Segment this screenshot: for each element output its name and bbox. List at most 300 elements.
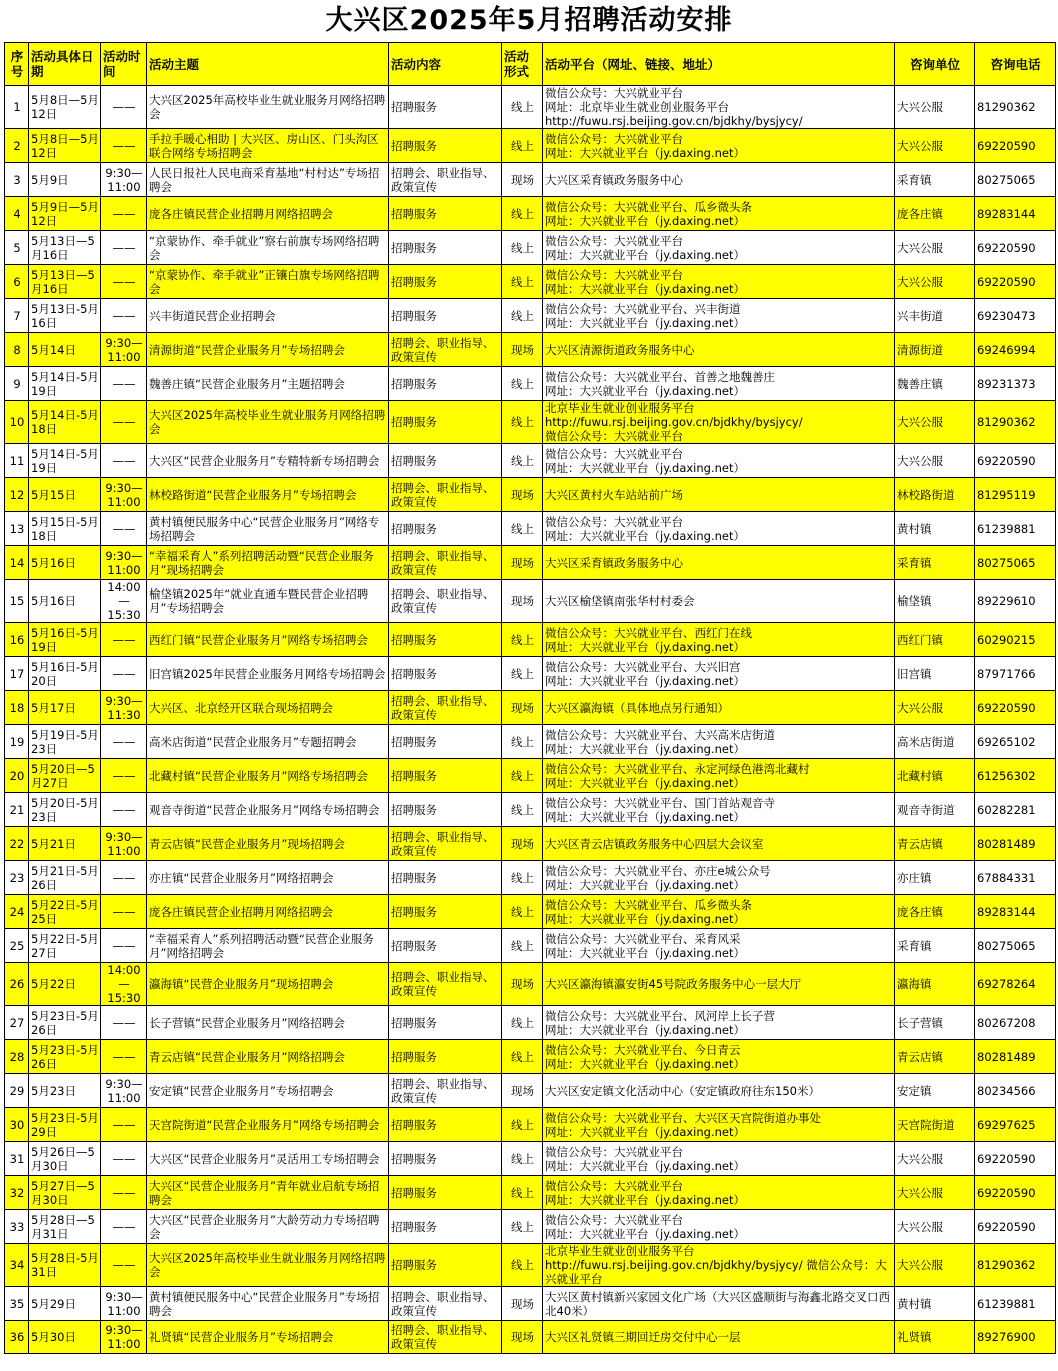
- cell-theme: 大兴区“民营企业服务月”青年就业启航专场招聘会: [147, 1176, 389, 1210]
- page-title: 大兴区2025年5月招聘活动安排: [325, 5, 733, 36]
- cell-theme: “京蒙协作、牵手就业”察右前旗专场网络招聘会: [147, 231, 389, 265]
- table-row: [5, 623, 1056, 657]
- cell-platform: 大兴区清源街道政务服务中心: [543, 333, 895, 367]
- cell-platform: 微信公众号：大兴就业平台 网址：大兴就业平台（jy.daxing.net）: [543, 265, 895, 299]
- cell-theme: “京蒙协作、牵手就业”正镶白旗专场网络招聘会: [147, 265, 389, 299]
- cell-unit: 大兴公服: [895, 401, 975, 444]
- cell-date: 5月30日: [29, 1321, 101, 1354]
- cell-unit: 采育镇: [895, 163, 975, 197]
- cell-date: 5月13日-5月16日: [29, 299, 101, 333]
- cell-date: 5月23日-5月26日: [29, 1040, 101, 1074]
- cell-content: 招聘服务: [389, 793, 502, 827]
- cell-no: 7: [5, 299, 29, 333]
- cell-phone: 89229610: [975, 580, 1056, 623]
- cell-time: ——: [101, 299, 147, 333]
- header-theme: 活动主题: [147, 43, 389, 86]
- cell-phone: 69220590: [975, 129, 1056, 163]
- table-row: [5, 197, 1056, 231]
- cell-time: ——: [101, 265, 147, 299]
- cell-date: 5月23日-5月29日: [29, 1108, 101, 1142]
- cell-unit: 青云店镇: [895, 1040, 975, 1074]
- cell-date: 5月20日-5月23日: [29, 793, 101, 827]
- cell-no: 8: [5, 333, 29, 367]
- cell-platform: 大兴区采育镇政务服务中心: [543, 163, 895, 197]
- cell-date: 5月21日-5月26日: [29, 861, 101, 895]
- cell-time: 9:30—11:00: [101, 546, 147, 580]
- cell-platform: 微信公众号：大兴就业平台、国门首站观音寺 网址：大兴就业平台（jy.daxing.net）: [543, 793, 895, 827]
- table-row: [5, 129, 1056, 163]
- cell-platform: 微信公众号：大兴就业平台、采育风采 网址：大兴就业平台（jy.daxing.net）: [543, 929, 895, 963]
- cell-theme: 黄村镇便民服务中心“民营企业服务月”网络专场招聘会: [147, 512, 389, 546]
- cell-unit: 大兴公服: [895, 444, 975, 478]
- cell-unit: 魏善庄镇: [895, 367, 975, 401]
- cell-content: 招聘服务: [389, 265, 502, 299]
- cell-theme: 手拉手暖心相助 | 大兴区、房山区、门头沟区联合网络专场招聘会: [147, 129, 389, 163]
- cell-no: 18: [5, 691, 29, 725]
- cell-phone: 89231373: [975, 367, 1056, 401]
- cell-content: 招聘会、职业指导、政策宣传: [389, 1321, 502, 1354]
- cell-content: 招聘服务: [389, 231, 502, 265]
- cell-form: 线上: [502, 895, 543, 929]
- cell-form: 现场: [502, 827, 543, 861]
- header-date: 活动具体日期: [29, 43, 101, 86]
- cell-theme: 大兴区“民营企业服务月”大龄劳动力专场招聘会: [147, 1210, 389, 1244]
- cell-date: 5月14日-5月18日: [29, 401, 101, 444]
- cell-form: 现场: [502, 163, 543, 197]
- header-platform: 活动平台（网址、链接、地址）: [543, 43, 895, 86]
- cell-theme: 亦庄镇“民营企业服务月”网络招聘会: [147, 861, 389, 895]
- cell-content: 招聘服务: [389, 299, 502, 333]
- cell-form: 线上: [502, 444, 543, 478]
- cell-content: 招聘服务: [389, 929, 502, 963]
- cell-time: ——: [101, 1176, 147, 1210]
- cell-unit: 西红门镇: [895, 623, 975, 657]
- cell-date: 5月23日: [29, 1074, 101, 1108]
- table-row: [5, 546, 1056, 580]
- cell-content: 招聘服务: [389, 197, 502, 231]
- cell-content: 招聘会、职业指导、政策宣传: [389, 691, 502, 725]
- cell-no: 6: [5, 265, 29, 299]
- cell-form: 线上: [502, 657, 543, 691]
- cell-date: 5月9日—5月12日: [29, 197, 101, 231]
- cell-platform: 大兴区礼贤镇三期回迁房交付中心一层: [543, 1321, 895, 1354]
- cell-time: 14:00—15:30: [101, 580, 147, 623]
- table-row: [5, 1210, 1056, 1244]
- cell-date: 5月16日-5月20日: [29, 657, 101, 691]
- cell-platform: 微信公众号：大兴就业平台、大兴区天宫院街道办事处 网址：大兴就业平台（jy.daxing.net）: [543, 1108, 895, 1142]
- cell-time: ——: [101, 197, 147, 231]
- cell-no: 17: [5, 657, 29, 691]
- cell-platform: 大兴区青云店镇政务服务中心四层大会议室: [543, 827, 895, 861]
- cell-time: 9:30—11:30: [101, 691, 147, 725]
- cell-theme: 旧宫镇2025年民营企业服务月网络专场招聘会: [147, 657, 389, 691]
- cell-form: 现场: [502, 1321, 543, 1354]
- cell-no: 3: [5, 163, 29, 197]
- table-row: [5, 725, 1056, 759]
- cell-content: 招聘服务: [389, 444, 502, 478]
- cell-date: 5月13日—5月16日: [29, 231, 101, 265]
- cell-content: 招聘服务: [389, 86, 502, 129]
- cell-content: 招聘服务: [389, 401, 502, 444]
- cell-date: 5月22日-5月25日: [29, 895, 101, 929]
- cell-unit: 观音寺街道: [895, 793, 975, 827]
- cell-time: ——: [101, 367, 147, 401]
- cell-unit: 长子营镇: [895, 1006, 975, 1040]
- cell-content: 招聘服务: [389, 657, 502, 691]
- cell-unit: 青云店镇: [895, 827, 975, 861]
- cell-phone: 61256302: [975, 759, 1056, 793]
- cell-form: 线上: [502, 197, 543, 231]
- cell-form: 线上: [502, 367, 543, 401]
- cell-date: 5月14日: [29, 333, 101, 367]
- table-row: [5, 861, 1056, 895]
- cell-time: ——: [101, 1108, 147, 1142]
- cell-phone: 60290215: [975, 623, 1056, 657]
- table-row: [5, 367, 1056, 401]
- cell-form: 线上: [502, 299, 543, 333]
- cell-platform: 微信公众号：大兴就业平台 网址：大兴就业平台（jy.daxing.net）: [543, 1176, 895, 1210]
- cell-form: 线上: [502, 1142, 543, 1176]
- cell-time: ——: [101, 725, 147, 759]
- cell-platform: 微信公众号：大兴就业平台 网址：大兴就业平台（jy.daxing.net）: [543, 1142, 895, 1176]
- cell-no: 2: [5, 129, 29, 163]
- cell-time: ——: [101, 895, 147, 929]
- cell-phone: 69246994: [975, 333, 1056, 367]
- cell-form: 线上: [502, 231, 543, 265]
- cell-unit: 大兴公服: [895, 86, 975, 129]
- cell-form: 现场: [502, 333, 543, 367]
- cell-unit: 大兴公服: [895, 1210, 975, 1244]
- cell-content: 招聘会、职业指导、政策宣传: [389, 1074, 502, 1108]
- cell-theme: 礼贤镇“民营企业服务月”专场招聘会: [147, 1321, 389, 1354]
- cell-form: 现场: [502, 580, 543, 623]
- cell-no: 35: [5, 1287, 29, 1321]
- cell-time: ——: [101, 759, 147, 793]
- cell-phone: 69220590: [975, 265, 1056, 299]
- cell-no: 30: [5, 1108, 29, 1142]
- cell-content: 招聘服务: [389, 1006, 502, 1040]
- header-form: 活动形式: [502, 43, 543, 86]
- cell-theme: 庞各庄镇民营企业招聘月网络招聘会: [147, 197, 389, 231]
- cell-content: 招聘会、职业指导、政策宣传: [389, 333, 502, 367]
- cell-date: 5月9日: [29, 163, 101, 197]
- cell-platform: 微信公众号：大兴就业平台 网址：大兴就业平台（jy.daxing.net）: [543, 444, 895, 478]
- table-row: [5, 401, 1056, 444]
- cell-unit: 大兴公服: [895, 1244, 975, 1287]
- table-row: [5, 1287, 1056, 1321]
- cell-unit: 旧宫镇: [895, 657, 975, 691]
- cell-phone: 81290362: [975, 1244, 1056, 1287]
- cell-date: 5月15日: [29, 478, 101, 512]
- cell-theme: 兴丰街道民营企业招聘会: [147, 299, 389, 333]
- cell-time: ——: [101, 1142, 147, 1176]
- cell-theme: 北藏村镇“民营企业服务月”网络专场招聘会: [147, 759, 389, 793]
- cell-content: 招聘服务: [389, 1142, 502, 1176]
- cell-unit: 清源街道: [895, 333, 975, 367]
- table-row: [5, 1142, 1056, 1176]
- cell-unit: 安定镇: [895, 1074, 975, 1108]
- cell-form: 线上: [502, 401, 543, 444]
- cell-platform: 微信公众号：大兴就业平台、瓜乡微头条 网址：大兴就业平台（jy.daxing.net）: [543, 895, 895, 929]
- cell-phone: 89283144: [975, 895, 1056, 929]
- cell-phone: 60282281: [975, 793, 1056, 827]
- cell-unit: 林校路街道: [895, 478, 975, 512]
- cell-form: 现场: [502, 1074, 543, 1108]
- cell-unit: 大兴公服: [895, 265, 975, 299]
- cell-theme: 大兴区2025年高校毕业生就业服务月网络招聘会: [147, 1244, 389, 1287]
- cell-form: 现场: [502, 691, 543, 725]
- cell-content: 招聘服务: [389, 1108, 502, 1142]
- cell-date: 5月16日-5月19日: [29, 623, 101, 657]
- cell-platform: 微信公众号：大兴就业平台 网址：大兴就业平台（jy.daxing.net）: [543, 512, 895, 546]
- cell-phone: 81295119: [975, 478, 1056, 512]
- cell-date: 5月26日—5月30日: [29, 1142, 101, 1176]
- cell-content: 招聘服务: [389, 1176, 502, 1210]
- cell-time: ——: [101, 401, 147, 444]
- cell-unit: 北藏村镇: [895, 759, 975, 793]
- cell-form: 线上: [502, 1006, 543, 1040]
- cell-form: 线上: [502, 623, 543, 657]
- table-row: [5, 657, 1056, 691]
- cell-time: ——: [101, 623, 147, 657]
- cell-platform: 微信公众号：大兴就业平台、亦庄e城公众号 网址：大兴就业平台（jy.daxing.net）: [543, 861, 895, 895]
- table-row: [5, 929, 1056, 963]
- cell-content: 招聘服务: [389, 512, 502, 546]
- header-no: 序号: [5, 43, 29, 86]
- cell-platform: 大兴区采育镇政务服务中心: [543, 546, 895, 580]
- cell-theme: 长子营镇“民营企业服务月”网络招聘会: [147, 1006, 389, 1040]
- cell-phone: 69278264: [975, 963, 1056, 1006]
- cell-platform: 大兴区瀛海镇瀛安街45号院政务服务中心一层大厅: [543, 963, 895, 1006]
- table-row: [5, 895, 1056, 929]
- cell-no: 14: [5, 546, 29, 580]
- cell-theme: 青云店镇“民营企业服务月”现场招聘会: [147, 827, 389, 861]
- cell-content: 招聘服务: [389, 623, 502, 657]
- cell-no: 22: [5, 827, 29, 861]
- cell-theme: 清源街道“民营企业服务月”专场招聘会: [147, 333, 389, 367]
- cell-unit: 大兴公服: [895, 231, 975, 265]
- table-row: [5, 1321, 1056, 1354]
- cell-content: 招聘服务: [389, 367, 502, 401]
- cell-phone: 81290362: [975, 86, 1056, 129]
- cell-phone: 89283144: [975, 197, 1056, 231]
- cell-date: 5月16日: [29, 546, 101, 580]
- table-row: [5, 299, 1056, 333]
- cell-content: 招聘会、职业指导、政策宣传: [389, 1287, 502, 1321]
- cell-time: ——: [101, 1006, 147, 1040]
- cell-form: 现场: [502, 546, 543, 580]
- cell-no: 24: [5, 895, 29, 929]
- cell-theme: 大兴区2025年高校毕业生就业服务月网络招聘会: [147, 401, 389, 444]
- cell-theme: 天宫院街道“民营企业服务月”网络专场招聘会: [147, 1108, 389, 1142]
- cell-phone: 69297625: [975, 1108, 1056, 1142]
- table-row: [5, 1176, 1056, 1210]
- table-row: [5, 1244, 1056, 1287]
- cell-platform: 微信公众号：大兴就业平台 网址：大兴就业平台（jy.daxing.net）: [543, 1210, 895, 1244]
- cell-theme: 榆垡镇2025年“就业直通车暨民营企业招聘月”专场招聘会: [147, 580, 389, 623]
- cell-theme: 人民日报社人民电商采育基地“村村达”专场招聘会: [147, 163, 389, 197]
- table-row: [5, 231, 1056, 265]
- cell-content: 招聘服务: [389, 1210, 502, 1244]
- table-row: [5, 580, 1056, 623]
- cell-form: 线上: [502, 1176, 543, 1210]
- cell-platform: 微信公众号：大兴就业平台、大兴旧宫 网址：大兴就业平台（jy.daxing.net）: [543, 657, 895, 691]
- cell-theme: 观音寺街道“民营企业服务月”网络专场招聘会: [147, 793, 389, 827]
- cell-platform: 微信公众号：大兴就业平台 网址：大兴就业平台（jy.daxing.net）: [543, 231, 895, 265]
- cell-content: 招聘服务: [389, 1244, 502, 1287]
- cell-date: 5月29日: [29, 1287, 101, 1321]
- cell-theme: 大兴区“民营企业服务月”专精特新专场招聘会: [147, 444, 389, 478]
- cell-content: 招聘服务: [389, 129, 502, 163]
- cell-no: 31: [5, 1142, 29, 1176]
- cell-no: 9: [5, 367, 29, 401]
- cell-theme: 高米店街道“民营企业服务月”专题招聘会: [147, 725, 389, 759]
- cell-date: 5月27日—5月30日: [29, 1176, 101, 1210]
- cell-form: 线上: [502, 929, 543, 963]
- cell-platform: 大兴区瀛海镇（具体地点另行通知）: [543, 691, 895, 725]
- cell-time: 9:30—11:00: [101, 333, 147, 367]
- header-phone: 咨询电话: [975, 43, 1056, 86]
- cell-unit: 礼贤镇: [895, 1321, 975, 1354]
- cell-content: 招聘服务: [389, 861, 502, 895]
- cell-time: 9:30—11:00: [101, 827, 147, 861]
- cell-no: 13: [5, 512, 29, 546]
- cell-phone: 69220590: [975, 1176, 1056, 1210]
- cell-phone: 61239881: [975, 512, 1056, 546]
- cell-time: ——: [101, 444, 147, 478]
- cell-content: 招聘服务: [389, 1040, 502, 1074]
- cell-unit: 黄村镇: [895, 1287, 975, 1321]
- cell-no: 26: [5, 963, 29, 1006]
- cell-time: 9:30—11:00: [101, 163, 147, 197]
- table-row: [5, 759, 1056, 793]
- cell-unit: 高米店街道: [895, 725, 975, 759]
- cell-content: 招聘会、职业指导、政策宣传: [389, 580, 502, 623]
- cell-phone: 80275065: [975, 546, 1056, 580]
- cell-unit: 大兴公服: [895, 691, 975, 725]
- cell-phone: 80275065: [975, 929, 1056, 963]
- cell-date: 5月15日-5月18日: [29, 512, 101, 546]
- cell-no: 5: [5, 231, 29, 265]
- cell-no: 19: [5, 725, 29, 759]
- cell-no: 21: [5, 793, 29, 827]
- cell-date: 5月14日-5月19日: [29, 367, 101, 401]
- cell-content: 招聘会、职业指导、政策宣传: [389, 963, 502, 1006]
- cell-platform: 微信公众号：大兴就业平台、永定河绿色港湾北藏村 网址：大兴就业平台（jy.daxing.net）: [543, 759, 895, 793]
- table-row: [5, 478, 1056, 512]
- cell-platform: 大兴区安定镇文化活动中心（安定镇政府往东150米）: [543, 1074, 895, 1108]
- cell-no: 25: [5, 929, 29, 963]
- table-row: [5, 163, 1056, 197]
- cell-no: 34: [5, 1244, 29, 1287]
- cell-date: 5月20日—5月27日: [29, 759, 101, 793]
- cell-no: 20: [5, 759, 29, 793]
- cell-phone: 80281489: [975, 827, 1056, 861]
- cell-date: 5月22日-5月27日: [29, 929, 101, 963]
- cell-date: 5月8日—5月12日: [29, 86, 101, 129]
- cell-form: 线上: [502, 129, 543, 163]
- table-row: [5, 1040, 1056, 1074]
- cell-form: 线上: [502, 793, 543, 827]
- cell-theme: 青云店镇“民营企业服务月”网络招聘会: [147, 1040, 389, 1074]
- cell-phone: 61239881: [975, 1287, 1056, 1321]
- cell-date: 5月22日: [29, 963, 101, 1006]
- cell-theme: 林校路街道“民营企业服务月”专场招聘会: [147, 478, 389, 512]
- cell-time: 9:30—11:00: [101, 1074, 147, 1108]
- cell-time: ——: [101, 1040, 147, 1074]
- cell-form: 线上: [502, 512, 543, 546]
- cell-content: 招聘服务: [389, 725, 502, 759]
- table-header-row: [5, 43, 1056, 86]
- cell-platform: 微信公众号：大兴就业平台、今日青云 网址：大兴就业平台（jy.daxing.net）: [543, 1040, 895, 1074]
- cell-theme: 西红门镇“民营企业服务月”网络专场招聘会: [147, 623, 389, 657]
- cell-platform: 微信公众号：大兴就业平台、风河岸上长子营 网址：大兴就业平台（jy.daxing.net）: [543, 1006, 895, 1040]
- cell-content: 招聘服务: [389, 895, 502, 929]
- cell-theme: 魏善庄镇“民营企业服务月”主题招聘会: [147, 367, 389, 401]
- cell-form: 线上: [502, 861, 543, 895]
- table-row: [5, 512, 1056, 546]
- cell-unit: 庞各庄镇: [895, 895, 975, 929]
- cell-unit: 大兴公服: [895, 129, 975, 163]
- cell-phone: 80267208: [975, 1006, 1056, 1040]
- table-row: [5, 333, 1056, 367]
- cell-form: 线上: [502, 1108, 543, 1142]
- cell-form: 现场: [502, 963, 543, 1006]
- cell-date: 5月19日-5月23日: [29, 725, 101, 759]
- cell-time: ——: [101, 1210, 147, 1244]
- cell-theme: “幸福采育人”系列招聘活动暨“民营企业服务月”网络招聘会: [147, 929, 389, 963]
- cell-unit: 黄村镇: [895, 512, 975, 546]
- cell-phone: 69220590: [975, 1210, 1056, 1244]
- cell-theme: 大兴区2025年高校毕业生就业服务月网络招聘会: [147, 86, 389, 129]
- cell-no: 15: [5, 580, 29, 623]
- cell-phone: 69220590: [975, 444, 1056, 478]
- cell-theme: 瀛海镇“民营企业服务月”现场招聘会: [147, 963, 389, 1006]
- table-row: [5, 265, 1056, 299]
- cell-content: 招聘会、职业指导、政策宣传: [389, 827, 502, 861]
- table-row: [5, 793, 1056, 827]
- header-unit: 咨询单位: [895, 43, 975, 86]
- cell-platform: 大兴区榆垡镇南张华村村委会: [543, 580, 895, 623]
- cell-phone: 87971766: [975, 657, 1056, 691]
- table-body: [5, 86, 1056, 1354]
- cell-theme: 黄村镇便民服务中心“民营企业服务月”专场招聘会: [147, 1287, 389, 1321]
- cell-no: 1: [5, 86, 29, 129]
- cell-phone: 67884331: [975, 861, 1056, 895]
- cell-platform: 微信公众号：大兴就业平台、大兴高米店街道 网址：大兴就业平台（jy.daxing.net）: [543, 725, 895, 759]
- cell-date: 5月21日: [29, 827, 101, 861]
- cell-phone: 80281489: [975, 1040, 1056, 1074]
- cell-no: 11: [5, 444, 29, 478]
- cell-phone: 69220590: [975, 691, 1056, 725]
- cell-no: 27: [5, 1006, 29, 1040]
- cell-platform: 微信公众号：大兴就业平台、瓜乡微头条 网址：大兴就业平台（jy.daxing.net）: [543, 197, 895, 231]
- cell-unit: 大兴公服: [895, 1142, 975, 1176]
- cell-form: 线上: [502, 759, 543, 793]
- cell-platform: 微信公众号：大兴就业平台、兴丰街道 网址：大兴就业平台（jy.daxing.net）: [543, 299, 895, 333]
- cell-platform: 微信公众号：大兴就业平台、西红门在线 网址：大兴就业平台（jy.daxing.net）: [543, 623, 895, 657]
- cell-content: 招聘会、职业指导、政策宣传: [389, 546, 502, 580]
- cell-platform: 微信公众号：大兴就业平台 网址：大兴就业平台（jy.daxing.net）: [543, 129, 895, 163]
- cell-date: 5月17日: [29, 691, 101, 725]
- table-row: [5, 444, 1056, 478]
- cell-form: 线上: [502, 725, 543, 759]
- cell-time: ——: [101, 86, 147, 129]
- cell-phone: 80234566: [975, 1074, 1056, 1108]
- table-row: [5, 86, 1056, 129]
- cell-time: ——: [101, 512, 147, 546]
- cell-no: 4: [5, 197, 29, 231]
